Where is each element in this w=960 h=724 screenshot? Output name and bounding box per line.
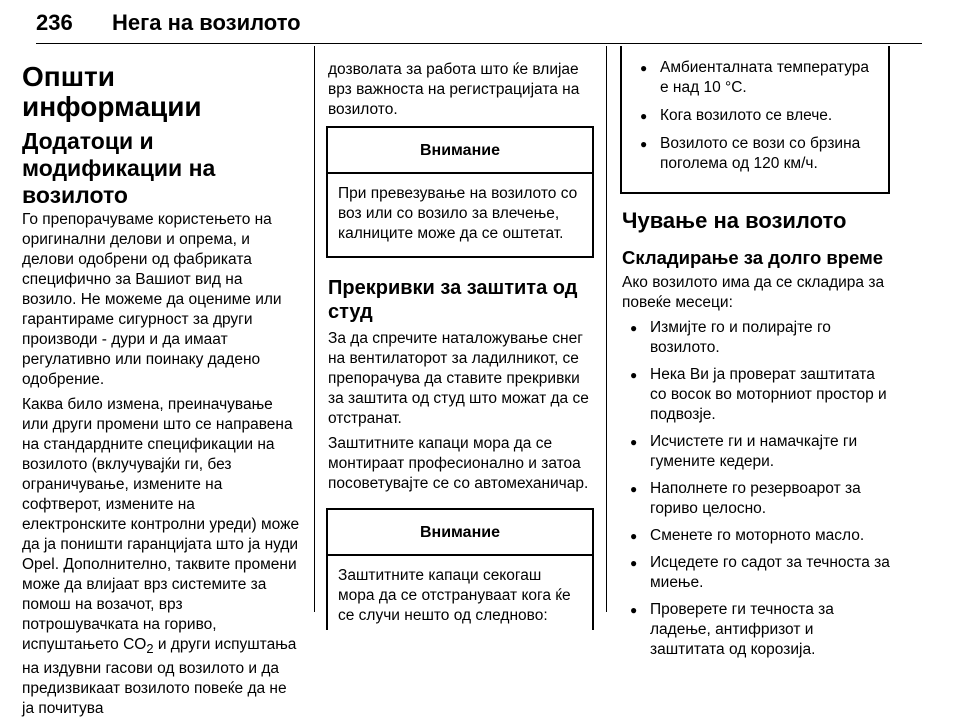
notice-box-transport: [326, 126, 594, 258]
subsection-heading-accessories: Додатоци и модификации на возилото: [22, 128, 216, 208]
paragraph-accessories-1: Го препорачуваме користењето на оригинални делови и опрема, и делови одобрени од фабриката специфично за Вашиот вид на возило. Не можеме да оцениме или гарантираме сигурност за други производи - дури и да имаат регулативно или поинаку дадено одобрение.: [22, 211, 282, 388]
paragraph-continued: дозволата за работа што ќе влијае врз важноста на регистрацијата на возилото.: [328, 61, 580, 118]
chapter-title: Нега на возилото: [112, 10, 301, 35]
column-2: [328, 60, 594, 630]
section-heading-storage: Чување на возилото: [622, 208, 847, 233]
notice-body: При превезување на возилото со воз или со возило за влечење, калниците може да се оштетат.: [338, 185, 578, 242]
storage-list: [622, 318, 890, 660]
list-item: ● Сменете го моторното масло.: [622, 526, 890, 546]
page-number: 236: [36, 10, 73, 35]
page-header: [36, 8, 922, 44]
column-divider-2: [606, 46, 607, 612]
list-item: ● Измијте го и полирајте го возилото.: [622, 318, 890, 358]
section-heading-general-info: Општи информации: [22, 61, 202, 122]
column-divider-1: [314, 46, 315, 612]
column-1: [22, 62, 300, 724]
list-item: ● Амбиенталната температура е над 10 °C.: [632, 58, 878, 98]
notice-box-covers: [326, 508, 594, 630]
co2-subscript: 2: [146, 641, 154, 657]
list-item: ● Исчистете ги и намачкајте ги гумените кедери.: [622, 432, 890, 472]
list-item: ● Кога возилото се влече.: [632, 106, 878, 126]
subsection-heading-long-term: Складирање за долго време: [622, 247, 884, 268]
notice-box-covers-continued: [620, 46, 890, 194]
notice-title: Внимание: [328, 128, 592, 174]
list-item: ● Проверете ги течноста за ладење, антифризот и заштитата од корозија.: [622, 600, 890, 660]
paragraph-storage-intro: Ако возилото има да се складира за повеќе месеци:: [622, 274, 885, 311]
subsection-heading-frost-covers: Прекривки за заштита од студ: [328, 277, 578, 323]
list-item: ● Нека Ви ја проверат заштитата со восок во моторниот простор и подвозје.: [622, 365, 890, 425]
paragraph-frost-covers-2: Заштитните капаци мора да се монтираат професионално и затоа посоветувајте се со автомеханичар.: [328, 435, 589, 492]
list-item: ● Исцедете го садот за течноста за миење.: [622, 553, 890, 593]
paragraph-accessories-2: Каква било измена, преиначување или други промени што се направена на стандардните спецификации на возилото (вклучувајќи ги, без ограничување, измените на софтверот, измените на електронските контролни уреди) може да ја поништи гаранцијата што ја нуди Opel. Дополнително, таквите промени може да влијаат врз системите за помош на возачот, врз потрошувачката на гориво, испуштањето $CO_2$ и други испуштања на издувни гасови од возилото и да предизвикаат возилото повеќе да не ја почитува: [22, 396, 300, 718]
notice-body: Заштитните капаци секогаш мора да се отстрануваат кога ќе се случи нешто од следново:: [338, 567, 571, 624]
paragraph-frost-covers-1: За да спречите наталожување снег на вентилаторот за ладилникот, се препорачува да ставите прекривки за заштита од студ што можат да се отстранат.: [328, 330, 589, 427]
notice-list: [632, 58, 878, 174]
list-item: ● Возилото се вози со брзина поголема од 120 км/ч.: [632, 134, 878, 174]
list-item: ● Наполнете го резервоарот за гориво целосно.: [622, 479, 890, 519]
notice-title: Внимание: [328, 510, 592, 556]
column-3: [622, 48, 890, 667]
